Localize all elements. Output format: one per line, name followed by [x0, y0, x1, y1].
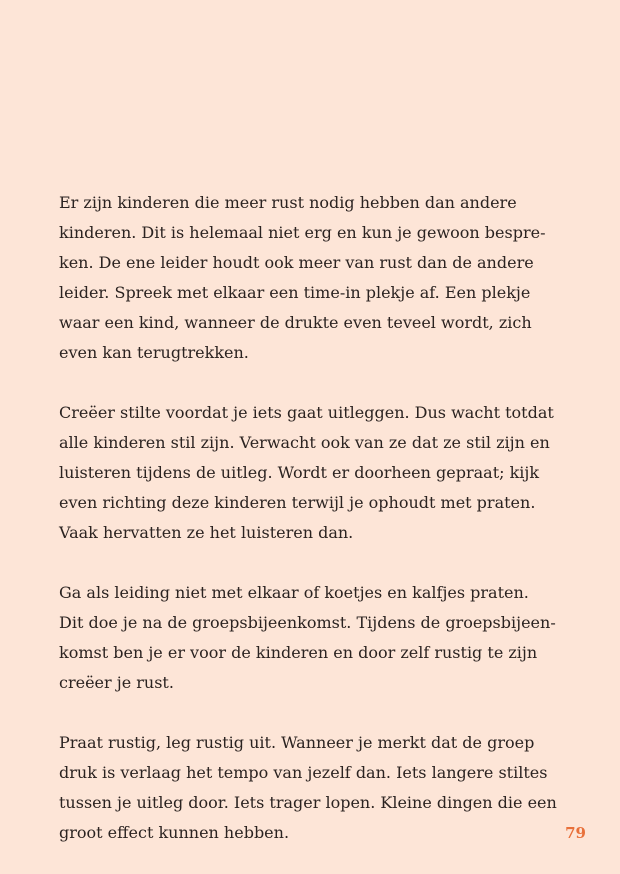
paragraph-line: druk is verlaag het tempo van jezelf dan. Iets langere stiltes — [59, 763, 548, 782]
paragraph-line: tussen je uitleg door. Iets trager lopen. Kleine dingen die een — [59, 793, 557, 812]
paragraph-1 — [59, 188, 569, 368]
paragraph-line: komst ben je er voor de kinderen en door zelf rustig te zijn — [59, 643, 538, 662]
paragraph-3 — [59, 578, 569, 698]
paragraph-line: leider. Spreek met elkaar een time-in plekje af. Een plekje — [59, 283, 531, 302]
paragraph-line: groot effect kunnen hebben. — [59, 823, 290, 842]
paragraph-line: Dit doe je na de groepsbijeenkomst. Tijdens de groepsbijeen- — [59, 613, 556, 632]
paragraph-line: Ga als leiding niet met elkaar of koetjes en kalfjes praten. — [59, 583, 529, 602]
paragraph-line: alle kinderen stil zijn. Verwacht ook van ze dat ze stil zijn en — [59, 433, 550, 452]
paragraph-2 — [59, 398, 569, 548]
paragraph-line: creëer je rust. — [59, 673, 174, 692]
page-number: 79 — [565, 824, 586, 842]
paragraph-line: Praat rustig, leg rustig uit. Wanneer je merkt dat de groep — [59, 733, 535, 752]
paragraph-line: kinderen. Dit is helemaal niet erg en kun je gewoon bespre- — [59, 223, 546, 242]
paragraph-line: even richting deze kinderen terwijl je ophoudt met praten. — [59, 493, 536, 512]
paragraph-4 — [59, 728, 569, 848]
paragraph-line: luisteren tijdens de uitleg. Wordt er doorheen gepraat; kijk — [59, 463, 540, 482]
paragraph-line: Creëer stilte voordat je iets gaat uitleggen. Dus wacht totdat — [59, 403, 554, 422]
paragraph-line: ken. De ene leider houdt ook meer van rust dan de andere — [59, 253, 534, 272]
paragraph-line: even kan terugtrekken. — [59, 343, 249, 362]
paragraph-line: Er zijn kinderen die meer rust nodig hebben dan andere — [59, 193, 517, 212]
paragraph-line: waar een kind, wanneer de drukte even teveel wordt, zich — [59, 313, 532, 332]
paragraph-line: Vaak hervatten ze het luisteren dan. — [59, 523, 354, 542]
